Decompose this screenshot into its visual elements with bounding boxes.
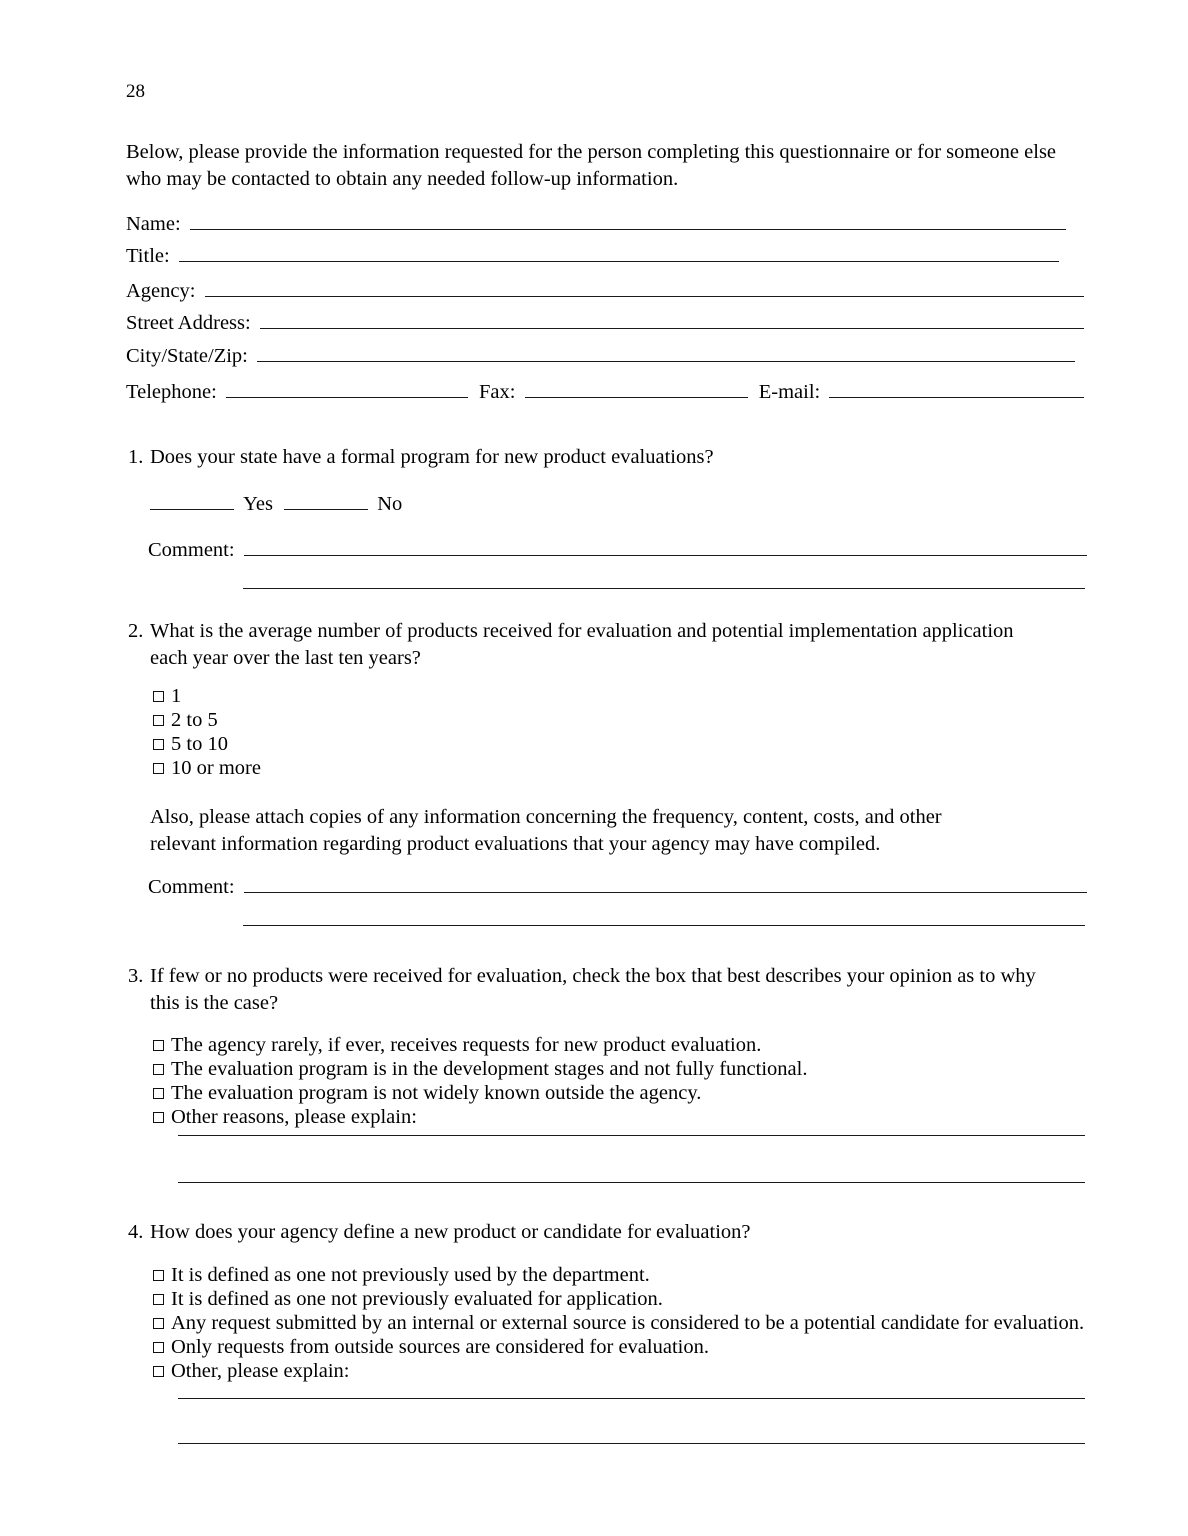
question-2-number: 2. [128, 620, 144, 642]
field-label-email: E-mail: [758, 381, 821, 403]
question-2-option-4-label: 10 or more [171, 757, 261, 779]
field-input-email[interactable] [829, 382, 1084, 398]
field-label-telephone: Telephone: [126, 381, 217, 403]
checkbox-icon[interactable] [153, 1064, 164, 1075]
question-4-option-2[interactable] [153, 1287, 1084, 1311]
checkbox-icon[interactable] [153, 691, 164, 702]
question-3-explain-line-1[interactable] [178, 1135, 1085, 1136]
question-4-option-1-label: It is defined as one not previously used by the department. [171, 1264, 650, 1286]
question-4-option-2-label: It is defined as one not previously evaluated for application. [171, 1288, 663, 1310]
question-2-note: Also, please attach copies of any information concerning the frequency, content, costs, and other relevant information regarding product evaluations that your agency may have compiled. [150, 806, 942, 855]
field-row-agency [126, 276, 1086, 306]
page-number: 28 [126, 81, 145, 102]
question-2-option-1-label: 1 [171, 685, 182, 707]
field-row-title [126, 241, 1086, 271]
field-row-street-address [126, 308, 1086, 338]
question-4-option-5-label: Other, please explain: [171, 1360, 350, 1382]
field-label-city-state-zip: City/State/Zip: [126, 345, 248, 367]
checkbox-icon[interactable] [153, 1112, 164, 1123]
question-3-explain-line-2[interactable] [178, 1182, 1085, 1183]
field-row-city-state-zip [126, 341, 1086, 371]
question-1-no-label: No [377, 493, 403, 515]
field-row-name [126, 209, 1086, 239]
question-2-comment-input-line-2[interactable] [243, 925, 1085, 926]
question-3-number: 3. [128, 965, 144, 987]
question-1-comment-input-line-2[interactable] [243, 588, 1085, 589]
field-label-fax: Fax: [479, 381, 516, 403]
checkbox-icon[interactable] [153, 715, 164, 726]
question-2-option-4[interactable] [153, 756, 261, 780]
checkbox-icon[interactable] [153, 1040, 164, 1051]
question-4-option-3[interactable] [153, 1311, 1084, 1335]
question-4-explain-line-1[interactable] [178, 1398, 1085, 1399]
question-4-option-3-label: Any request submitted by an internal or external source is considered to be a potential candidate for evaluation. [171, 1312, 1085, 1334]
field-input-name[interactable] [190, 214, 1066, 230]
checkbox-icon[interactable] [153, 1318, 164, 1329]
field-input-title[interactable] [179, 246, 1059, 262]
field-label-title: Title: [126, 245, 170, 267]
question-1-text: Does your state have a formal program for new product evaluations? [150, 446, 714, 468]
question-1-number: 1. [128, 446, 144, 468]
question-4-option-4-label: Only requests from outside sources are considered for evaluation. [171, 1336, 709, 1358]
question-4-text: How does your agency define a new product or candidate for evaluation? [150, 1221, 751, 1243]
question-4-option-4[interactable] [153, 1335, 1084, 1359]
checkbox-icon[interactable] [153, 763, 164, 774]
question-2-options [153, 684, 261, 780]
checkbox-icon[interactable] [153, 1088, 164, 1099]
question-1-no-blank[interactable] [284, 494, 368, 510]
field-label-name: Name: [126, 213, 181, 235]
field-input-agency[interactable] [205, 281, 1084, 297]
question-4-option-5[interactable] [153, 1359, 1084, 1383]
question-1-yes-no-row [150, 489, 408, 519]
field-input-city-state-zip[interactable] [257, 346, 1075, 362]
field-row-contact [126, 377, 1086, 407]
question-2-comment-row [148, 872, 1087, 902]
question-3-option-4-label: Other reasons, please explain: [171, 1106, 417, 1128]
checkbox-icon[interactable] [153, 1270, 164, 1281]
question-1-comment-input-line-1[interactable] [244, 540, 1087, 556]
question-3-option-3-label: The evaluation program is not widely known outside the agency. [171, 1082, 702, 1104]
checkbox-icon[interactable] [153, 1342, 164, 1353]
question-3-text: If few or no products were received for evaluation, check the box that best describes your opinion as to why this is the case? [150, 965, 1036, 1014]
checkbox-icon[interactable] [153, 1366, 164, 1377]
question-2-comment-input-line-1[interactable] [244, 877, 1087, 893]
field-input-street-address[interactable] [260, 313, 1084, 329]
field-label-street-address: Street Address: [126, 312, 251, 334]
question-1-yes-label: Yes [243, 493, 273, 515]
question-4-options [153, 1263, 1084, 1383]
question-1-yes-blank[interactable] [150, 494, 234, 510]
question-3-option-1-label: The agency rarely, if ever, receives requests for new product evaluation. [171, 1034, 762, 1056]
question-3-option-2[interactable] [153, 1057, 807, 1081]
checkbox-icon[interactable] [153, 739, 164, 750]
question-2-option-1[interactable] [153, 684, 261, 708]
question-3-option-1[interactable] [153, 1033, 807, 1057]
question-2-option-2[interactable] [153, 708, 261, 732]
question-2-option-3-label: 5 to 10 [171, 733, 228, 755]
question-4-number: 4. [128, 1221, 144, 1243]
question-2-text: What is the average number of products received for evaluation and potential implementation application each year over the last ten years? [150, 620, 1014, 669]
question-1-comment-label: Comment: [148, 539, 235, 561]
intro-paragraph: Below, please provide the information requested for the person completing this questionnaire or for someone else who may be contacted to obtain any needed follow-up information. [126, 141, 1057, 190]
question-3-option-3[interactable] [153, 1081, 807, 1105]
field-input-fax[interactable] [525, 382, 748, 398]
field-input-telephone[interactable] [226, 382, 468, 398]
question-1-comment-row [148, 535, 1087, 565]
question-3-option-4[interactable] [153, 1105, 807, 1129]
question-4-option-1[interactable] [153, 1263, 1084, 1287]
question-3-options [153, 1033, 807, 1129]
question-2-comment-label: Comment: [148, 876, 235, 898]
question-4-explain-line-2[interactable] [178, 1443, 1085, 1444]
checkbox-icon[interactable] [153, 1294, 164, 1305]
question-2-option-2-label: 2 to 5 [171, 709, 218, 731]
field-label-agency: Agency: [126, 280, 196, 302]
question-3-option-2-label: The evaluation program is in the development stages and not fully functional. [171, 1058, 808, 1080]
question-2-option-3[interactable] [153, 732, 261, 756]
